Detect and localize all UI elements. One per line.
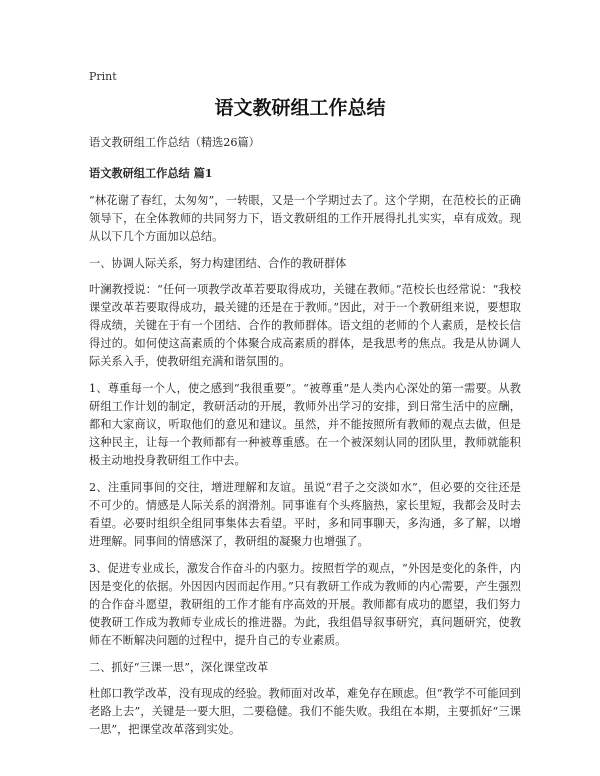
paragraph-intro: “林花谢了春红，太匆匆”，一转眼，又是一个学期过去了。这个学期，在范校长的正确领导下，在全体教师的共同努力下，语文教研组的工作开展得扎扎实实，卓有成效。现从以下几个方面加以总结。 — [89, 194, 521, 243]
heading-part-2: 二、抓好“三课一思”，深化课堂改革 — [89, 661, 269, 674]
print-link[interactable]: Print — [89, 70, 117, 83]
paragraph-1: 叶澜教授说：“任何一项教学改革若要取得成功，关键在教师。”范校长也经常说：“我校课堂改革若要取得成功，最关键的还是在于教师。”因此，对于一个教研组来说，要想取得成绩，关键在于有一个团结、合作的教师群体。语文组的老师的个人素质，是校长信得过的。如何使这高素质的个体聚合成高素质的群体，是我思考的焦点。我是从协调人际关系入手，使教研组充满和谐氛围的。 — [89, 283, 521, 368]
document-body — [89, 134, 521, 748]
paragraph-4: 3、促进专业成长，激发合作奋斗的内驱力。按照哲学的观点，“外因是变化的条件，内因是变化的依据。外因因内因而起作用。”只有教研工作成为教师的内心需要，产生强烈的合作奋斗愿望，教研组的工作才能有序高效的开展。教师都有成功的愿望，我们努力使教研工作成为教师专业成长的推进器。为此，我组倡导叙事研究，真问题研究，使教师在不断解决问题的过程中，提升自己的专业素质。 — [89, 562, 521, 647]
paragraph-5: 杜郎口教学改革，没有现成的经验。教师面对改革，难免存在顾虑。但“教学不可能回到老路上去”，关键是一要大胆，二要稳健。我们不能失败。我组在本期，主要抓好“三课一思”，把课堂改革落到实处。 — [89, 687, 521, 736]
heading-part-1: 一、协调人际关系，努力构建团结、合作的教研群体 — [89, 257, 347, 270]
section-heading: 语文教研组工作总结 篇1 — [89, 166, 213, 180]
paragraph-2: 1、尊重每一个人，使之感到“我很重要”。“被尊重”是人类内心深处的第一需要。从教研组工作计划的制定，教研活动的开展，教师外出学习的安排，到日常生活中的应酬，都和大家商议，听取他们的意见和建议。虽然，并不能按照所有教师的观点去做，但是这种民主，让每一个教师都有一种被尊重感。在一个被深刻认同的团队里，教师就能积极主动地投身教研组工作中去。 — [89, 382, 521, 467]
document-subtitle: 语文教研组工作总结（精选26篇） — [89, 136, 260, 149]
page-title: 语文教研组工作总结 — [214, 97, 386, 119]
paragraph-3: 2、注重同事间的交往，增进理解和友谊。虽说“君子之交淡如水”，但必要的交往还是不可少的。情感是人际关系的润滑剂。同事谁有个头疼脑热，家长里短，我都会及时去看望。必要时组织全组同事集体去看望。平时，多和同事聊天，多沟通，多了解，以增进理解。同事间的情感深了，教研组的凝聚力也增强了。 — [89, 481, 521, 548]
